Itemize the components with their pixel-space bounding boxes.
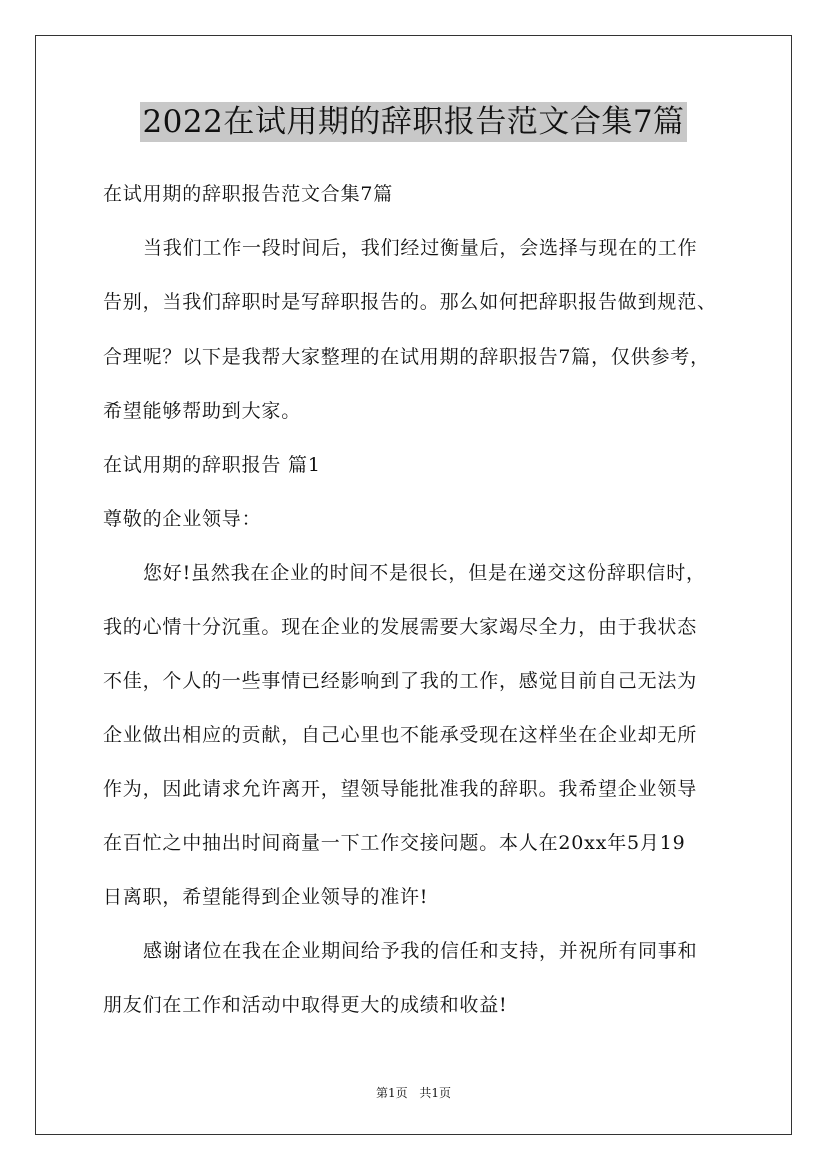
paragraph-line: 告别，当我们辞职时是写辞职报告的。那么如何把辞职报告做到规范、 <box>103 291 717 313</box>
salutation: 尊敬的企业领导： <box>103 508 262 530</box>
paragraph-line: 合理呢？以下是我帮大家整理的在试用期的辞职报告7篇，仅供参考， <box>103 346 710 368</box>
document-title: 2022在试用期的辞职报告范文合集7篇 <box>142 104 685 140</box>
title-container <box>0 102 827 142</box>
paragraph-line: 作为，因此请求允许离开，望领导能批准我的辞职。我希望企业领导 <box>103 778 698 800</box>
paragraph-line: 我的心情十分沉重。现在企业的发展需要大家竭尽全力，由于我状态 <box>103 616 698 638</box>
page-total: 共1页 <box>419 1086 452 1100</box>
paragraph-line: 感谢诸位在我在企业期间给予我的信任和支持，并祝所有同事和 <box>143 940 698 962</box>
subtitle-line: 在试用期的辞职报告范文合集7篇 <box>103 183 394 205</box>
paragraph-line: 在百忙之中抽出时间商量一下工作交接问题。本人在20xx年5月19 <box>103 832 686 854</box>
page-footer <box>0 1084 827 1101</box>
section-heading: 在试用期的辞职报告 篇1 <box>103 454 321 476</box>
paragraph-line: 当我们工作一段时间后，我们经过衡量后，会选择与现在的工作 <box>143 237 698 259</box>
paragraph-line: 朋友们在工作和活动中取得更大的成绩和收益! <box>103 994 508 1016</box>
paragraph-line: 日离职，希望能得到企业领导的准许! <box>103 886 429 908</box>
paragraph-line: 您好!虽然我在企业的时间不是很长，但是在递交这份辞职信时， <box>143 562 706 584</box>
paragraph-line: 不佳，个人的一些事情已经影响到了我的工作，感觉目前自己无法为 <box>103 670 698 692</box>
page-number: 第1页 <box>375 1086 408 1100</box>
paragraph-line: 希望能够帮助到大家。 <box>103 400 302 422</box>
paragraph-line: 企业做出相应的贡献，自己心里也不能承受现在这样坐在企业却无所 <box>103 724 698 746</box>
